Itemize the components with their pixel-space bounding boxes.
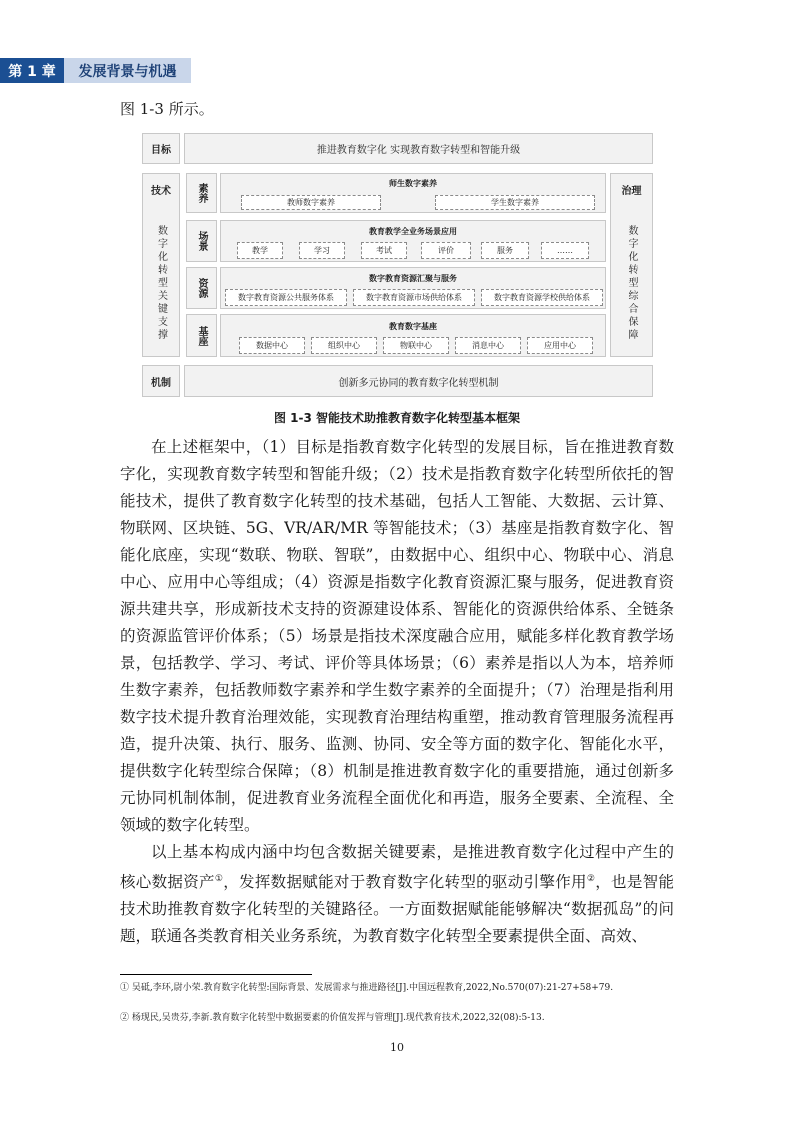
item-school-supply: 数字教育资源学校供给体系 <box>481 289 603 306</box>
row-resource <box>220 267 606 309</box>
governance-text: 数字化转型综合保障 <box>626 224 637 342</box>
item-exam: 考试 <box>361 242 407 259</box>
paragraph-2-part3: ，也是智能技术助推教育数字化转型的关键路径。一方面数据赋能能够解决“数据孤岛”的问题，联通各类教育相关业务系统，为教育数字化转型全要素提供全面、高效、 <box>120 873 674 946</box>
item-service: 服务 <box>481 242 529 259</box>
item-data-center: 数据中心 <box>239 337 305 354</box>
item-evaluation: 评价 <box>421 242 471 259</box>
footnote-ref-1[interactable]: ① <box>214 874 224 884</box>
figure-caption: 图 1-3 智能技术助推教育数字化转型基本框架 <box>273 411 521 425</box>
item-public-service: 数字教育资源公共服务体系 <box>225 289 347 306</box>
tech-label: 技术 <box>151 185 171 197</box>
goal-text: 推进教育数字化 实现教育数字转型和智能升级 <box>184 133 653 164</box>
tech-text: 数字化转型关键支撑 <box>155 224 167 342</box>
framework-figure <box>142 133 653 397</box>
item-learning: 学习 <box>299 242 345 259</box>
item-app-center: 应用中心 <box>527 337 593 354</box>
chapter-title: 发展背景与机遇 <box>64 58 191 83</box>
row-label-scenario: 场景 <box>186 220 217 262</box>
item-message-center: 消息中心 <box>455 337 521 354</box>
governance-label: 治理 <box>621 185 642 197</box>
item-teacher-literacy: 教师数字素养 <box>241 195 381 210</box>
chapter-number: 第 1 章 <box>0 58 64 83</box>
item-org-center: 组织中心 <box>311 337 377 354</box>
row-title-base: 教育数字基座 <box>389 322 437 331</box>
paragraph-2-part1: 以上基本构成内涵中均包含数据关键要素，是推进教育数字化过程中产生的核心数据资产 <box>120 843 674 892</box>
row-label-base: 基座 <box>186 314 217 357</box>
tech-column <box>142 173 180 357</box>
row-scenario <box>220 220 606 262</box>
footnote-1: ① 吴砥,李环,尉小荣.教育数字化转型:国际背景、发展需求与推进路径[J].中国远程教育,2022,No.570(07):21-27+58+79. <box>120 983 614 993</box>
mechanism-label: 机制 <box>142 365 180 397</box>
item-iot-center: 物联中心 <box>383 337 449 354</box>
item-etc: …… <box>541 242 589 259</box>
row-label-literacy: 素养 <box>186 173 217 213</box>
governance-column <box>610 173 653 357</box>
footnote-2: ② 杨现民,吴贵芬,李新.教育数字化转型中数据要素的价值发挥与管理[J].现代教育技术,2022,32(08):5-13. <box>120 1013 545 1023</box>
chapter-header <box>0 58 191 83</box>
row-title-literacy: 师生数字素养 <box>389 179 437 188</box>
row-title-resource: 数字教育资源汇聚与服务 <box>369 274 457 283</box>
row-title-scenario: 教育教学全业务场景应用 <box>369 227 457 236</box>
row-base <box>220 314 606 357</box>
item-teaching: 教学 <box>237 242 283 259</box>
footnote-divider <box>120 974 312 975</box>
item-student-literacy: 学生数字素养 <box>435 195 595 210</box>
goal-label: 目标 <box>142 133 180 164</box>
paragraph-2 <box>120 839 674 950</box>
lead-text: 图 1-3 所示。 <box>120 100 214 118</box>
paragraph-2-part2: ，发挥数据赋能对于教育数字化转型的驱动引擎作用 <box>223 873 587 892</box>
mechanism-text: 创新多元协同的教育数字化转型机制 <box>184 365 653 397</box>
row-literacy <box>220 173 606 213</box>
row-label-resource: 资源 <box>186 267 217 309</box>
page-number: 10 <box>390 1041 404 1054</box>
footnote-ref-2[interactable]: ② <box>586 874 596 884</box>
item-market-supply: 数字教育资源市场供给体系 <box>353 289 475 306</box>
paragraph-1: 在上述框架中，（1）目标是指教育数字化转型的发展目标，旨在推进教育数字化，实现教育数字转型和智能升级；（2）技术是指教育数字化转型所依托的智能技术，提供了教育数字化转型的技术基础，包括人工智能、大数据、云计算、物联网、区块链、5G、VR/AR/MR 等智能技术；（3）基座是指教育数字化、智能化底座，实现“数联、物联、智联”，由数据中心、组织中心、物联中心、消息中心、应用中心等组成；（4）资源是指数字化教育资源汇聚与服务，促进教育资源共建共享，形成新技术支持的资源建设体系、智能化的资源供给体系、全链条的资源监管评价体系；（5）场景是指技术深度融合应用，赋能多样化教育教学场景，包括教学、学习、考试、评价等具体场景；（6）素养是指以人为本，培养师生数字素养，包括教师数字素养和学生数字素养的全面提升；（7）治理是指利用数字技术提升教育治理效能，实现教育治理结构重塑，推动教育管理服务流程再造，提升决策、执行、服务、监测、协同、安全等方面的数字化、智能化水平，提供数字化转型综合保障；（8）机制是推进教育数字化的重要措施，通过创新多元协同机制体制，促进教育业务流程全面优化和再造，服务全要素、全流程、全领域的数字化转型。 <box>120 438 674 834</box>
